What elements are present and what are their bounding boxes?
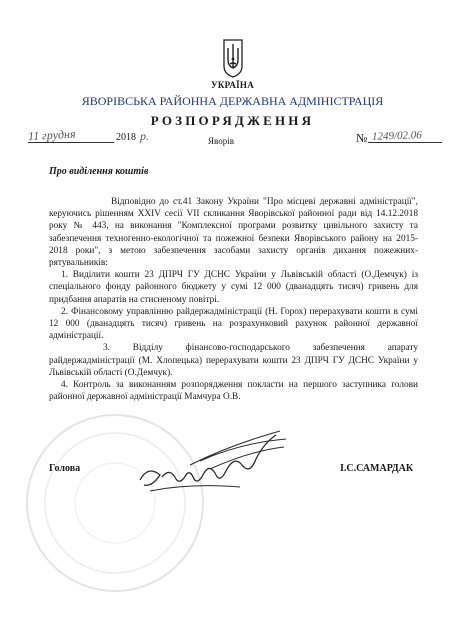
document-subject: Про виділення коштів — [49, 166, 149, 177]
intro-paragraph: Відповідно до ст.41 Закону України "Про місцеві державні адміністрації", керуючись рішенням XXIV сесії VII скликання Яворівської районної ради від 14.12.2018 року № 443, на виконання "Комплексної програми розвитку цивільного захисту та забезпечення техногенно-екологічної та пожежної безпеки Яворівського району на 2015-2018 роки", з метою забезпечення засобами захисту органів дихання пожежних-рятувальників: — [49, 197, 418, 269]
document-year: 2018 — [116, 132, 136, 143]
country-name: УКРАЇНА — [210, 80, 255, 90]
item-4-paragraph: 4. Контроль за виконанням розпорядження покласти на першого заступника голови районної державної адміністрації Мамчура О.В. — [49, 380, 418, 403]
trident-coat-of-arms-icon — [222, 38, 244, 78]
organization-name: ЯВОРІВСЬКА РАЙОННА ДЕРЖАВНА АДМІНІСТРАЦІЯ — [81, 94, 384, 108]
document-place: Яворів — [208, 136, 234, 146]
handwritten-signature-icon — [130, 425, 290, 505]
signatory-name: І.С.САМАРДАК — [340, 463, 414, 474]
item-1-paragraph: 1. Виділити кошти 23 ДПРЧ ГУ ДСНС України у Львівській області (О.Демчук) із спеціального фонду районного бюджету у сумі 12 000 (дванадцять тисяч) гривень для придбання апаратів на стисненому повітрі. — [49, 270, 418, 305]
handwritten-date: 11 грудня — [27, 126, 76, 144]
year-suffix: р. — [140, 129, 149, 143]
item-3-paragraph: 3. Відділу фінансово-господарського забезпечення апарату райдержадміністрації (М. Хлопецька) перерахувати кошти 23 ДПРЧ ГУ ДСНС України у Львівській області (О.Демчук). — [49, 343, 418, 378]
date-underline — [28, 142, 114, 143]
document-type: РОЗПОРЯДЖЕННЯ — [150, 113, 315, 128]
signatory-title: Голова — [49, 463, 81, 474]
number-sign: № — [356, 131, 368, 145]
item-2-paragraph: 2. Фінансовому управлінню райдержадміністрації (Н. Горох) перерахувати кошти в сумі 12 000 (дванадцять тисяч) гривень на розрахунковий рахунок районної державної адміністрації. — [49, 306, 418, 342]
handwritten-number: 1249/02.06 — [371, 129, 423, 143]
document-body — [49, 196, 418, 403]
